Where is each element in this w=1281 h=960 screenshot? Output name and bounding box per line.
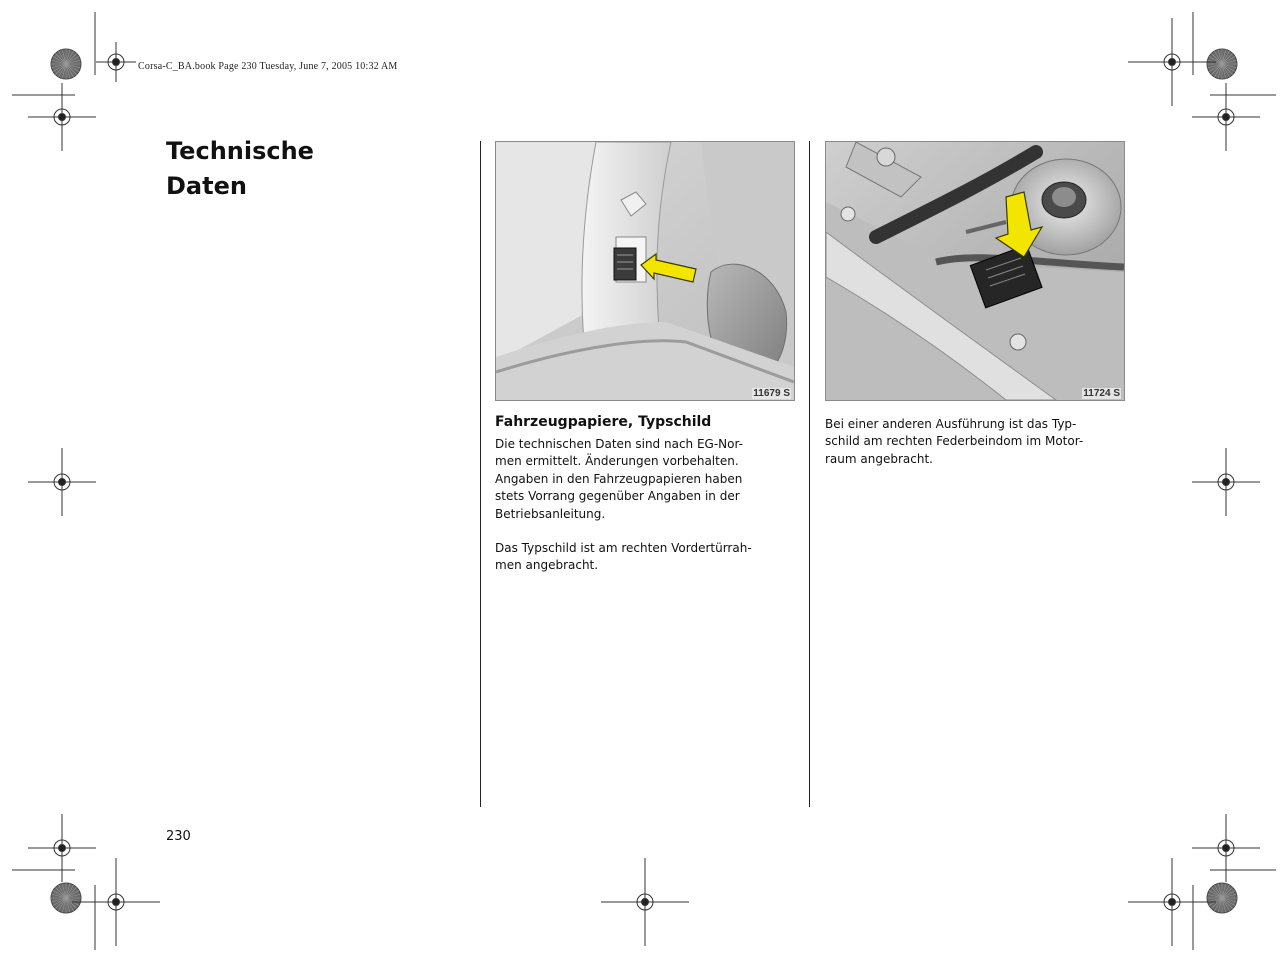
figure-code-label: 11724 S — [1083, 388, 1120, 399]
paragraph-technical-data — [495, 436, 795, 523]
crosshair-dot — [59, 479, 66, 486]
text-line: men angebracht. — [495, 558, 599, 573]
paragraph-type-plate-location — [495, 540, 795, 575]
text-line: schild am rechten Federbeindom im Motor- — [825, 434, 1084, 449]
text-line: Das Typschild ist am rechten Vordertürrah- — [495, 541, 752, 555]
text-line: men ermittelt. Änderungen vorbehalten. — [495, 454, 739, 469]
engine-bay-illustration — [826, 142, 1124, 400]
section-title-line-1: Technische — [166, 137, 314, 165]
crosshair-dot — [1223, 114, 1230, 121]
type-plate-graphic — [614, 248, 636, 280]
text-line: Die technischen Daten sind nach EG-Nor- — [495, 437, 743, 451]
crosshair-dot — [1223, 845, 1230, 852]
crosshair-dot — [1169, 899, 1176, 906]
crosshair-dot — [1223, 479, 1230, 486]
text-line: raum angebracht. — [825, 451, 933, 466]
crosshair-dot — [59, 114, 66, 121]
text-line: stets Vorrang gegenüber Angaben in der — [495, 489, 740, 504]
text-line: Betriebsanleitung. — [495, 506, 606, 521]
section-title — [166, 134, 426, 204]
column-divider-right — [809, 141, 810, 807]
crosshair-dot — [1169, 59, 1176, 66]
figure-door-frame — [495, 141, 795, 401]
crosshair-dot — [113, 59, 120, 66]
door-frame-illustration — [496, 142, 794, 400]
paragraph-alternative-location — [825, 416, 1125, 468]
text-line: Bei einer anderen Ausführung ist das Typ- — [825, 417, 1077, 431]
section-title-line-2: Daten — [166, 172, 247, 200]
crosshair-dot — [113, 899, 120, 906]
page-number: 230 — [166, 829, 191, 844]
column-divider-left — [480, 141, 481, 807]
crosshair-dot — [642, 899, 649, 906]
crosshair-dot — [59, 845, 66, 852]
figure-engine-bay — [825, 141, 1125, 401]
figure-code-label: 11679 S — [753, 388, 790, 399]
subheading-vehicle-papers: Fahrzeugpapiere, Typschild — [495, 414, 712, 430]
print-header-slug: Corsa-C_BA.book Page 230 Tuesday, June 7, 2005 10:32 AM — [138, 61, 398, 72]
text-line: Angaben in den Fahrzeugpapieren haben — [495, 471, 743, 486]
